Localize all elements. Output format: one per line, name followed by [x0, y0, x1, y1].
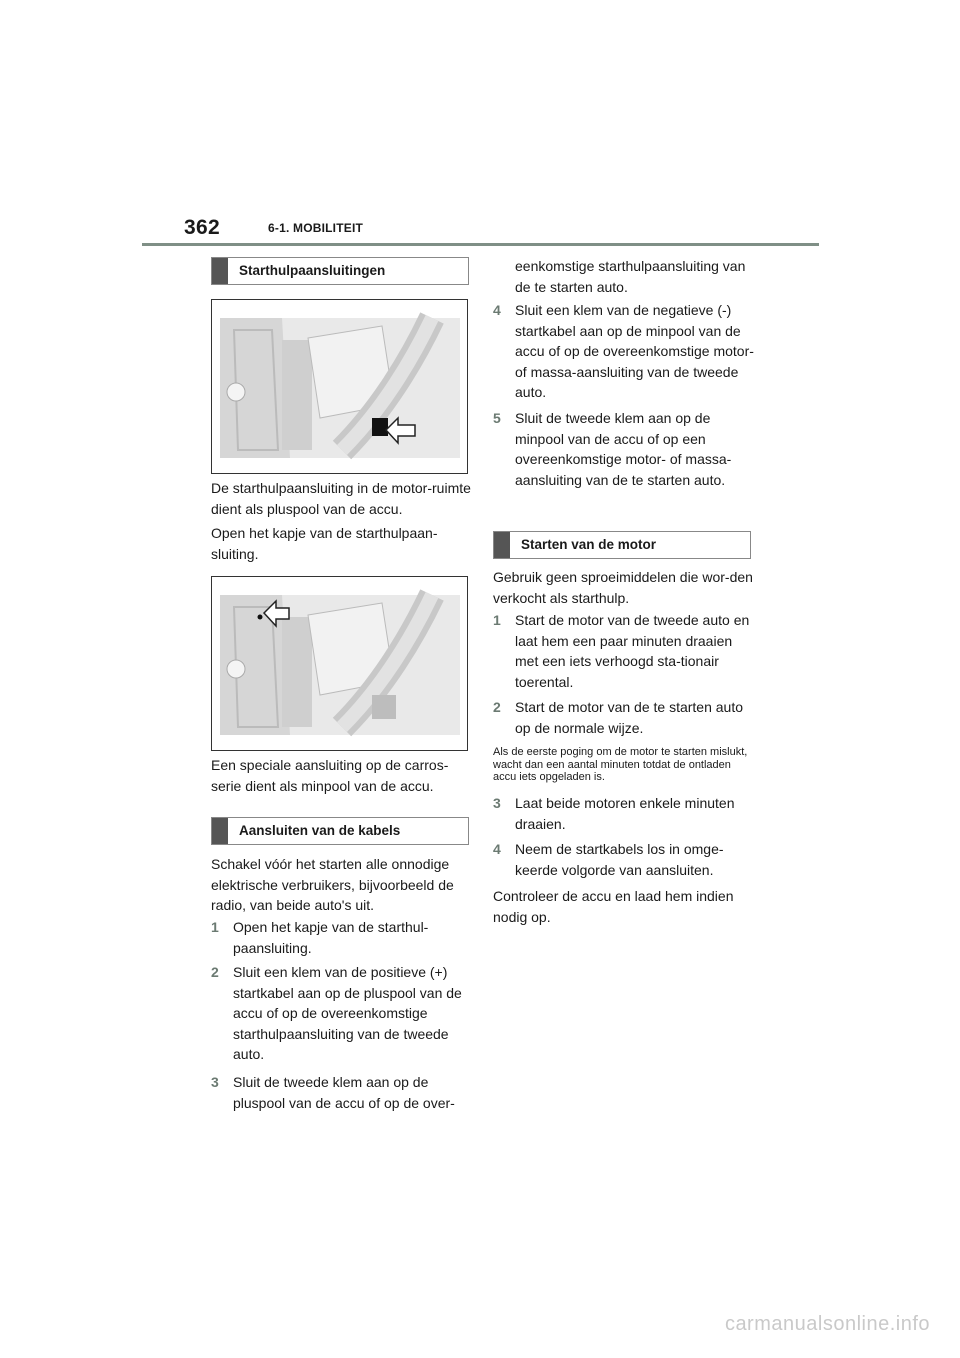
step-number: 5 — [493, 410, 501, 426]
step-3 — [211, 1072, 473, 1113]
paragraph-plus-pole: De starthulpaansluiting in de motor-ruimte dient als pluspool van de accu. — [211, 480, 471, 517]
heading-aansluiten-kabels — [211, 817, 469, 845]
step-text: Laat beide motoren enkele minuten draaien. — [515, 795, 735, 832]
step-number: 2 — [211, 964, 219, 980]
step-text: Open het kapje van de starthul-paansluiting. — [233, 919, 429, 956]
step-5 — [493, 408, 755, 490]
step-4 — [493, 300, 755, 403]
step-text: Neem de startkabels los in omge-keerde volgorde van aansluiten. — [515, 841, 724, 878]
heading-starten-motor — [493, 531, 751, 559]
step-text: Sluit een klem van de negatieve (-) startkabel aan op de minpool van de accu of op de overeenkomstige motor- of massa-aansluiting van de tweede auto. — [515, 302, 754, 400]
step-number: 1 — [211, 919, 219, 935]
step-1 — [211, 917, 473, 958]
heading-marker — [212, 818, 228, 844]
step-number: 3 — [493, 795, 501, 811]
step-text: Sluit de tweede klem aan op de pluspool van de accu of op de over- — [233, 1074, 455, 1111]
step-number: 4 — [493, 841, 501, 857]
heading-marker — [212, 258, 228, 284]
paragraph-minus-pole: Een speciale aansluiting op de carros-serie dient als minpool van de accu. — [211, 757, 449, 794]
heading-marker — [494, 532, 510, 558]
heading-starthulpaansluitingen — [211, 257, 469, 285]
heading-text: Starten van de motor — [521, 537, 657, 552]
step-start-3 — [493, 793, 755, 834]
step-text: Sluit de tweede klem aan op de minpool van de accu of op een overeenkomstige motor- of massa-aansluiting van de te starten auto. — [515, 410, 732, 488]
page-number: 362 — [184, 216, 220, 239]
step-start-4 — [493, 839, 755, 880]
paragraph-continuation: eenkomstige starthulpaansluiting van de te starten auto. — [515, 258, 746, 295]
note-retry: Als de eerste poging om de motor te starten mislukt, wacht dan een aantal minuten totdat de ontladen accu iets opgeladen is. — [493, 746, 748, 783]
step-2 — [211, 962, 473, 1065]
paragraph-no-spray: Gebruik geen sproeimiddelen die wor-den verkocht als starthulp. — [493, 569, 753, 606]
watermark: carmanualsonline.info — [724, 1313, 930, 1335]
step-text: Sluit een klem van de positieve (+) startkabel aan op de pluspool van de accu of op de overeenkomstige starthulpaansluiting van de tweede auto. — [233, 964, 462, 1062]
step-start-2 — [493, 697, 755, 738]
paragraph-check-battery: Controleer de accu en laad hem indien nodig op. — [493, 888, 734, 925]
step-number: 1 — [493, 612, 501, 628]
step-number: 2 — [493, 699, 501, 715]
paragraph-switch-off: Schakel vóór het starten alle onnodige elektrische verbruikers, bijvoorbeeld de radio, van beide auto's uit. — [211, 856, 454, 913]
engine-bay-figure-positive — [211, 299, 468, 474]
heading-text: Starthulpaansluitingen — [239, 263, 386, 278]
step-number: 4 — [493, 302, 501, 318]
step-text: Start de motor van de te starten auto op de normale wijze. — [515, 699, 744, 736]
header-rule — [142, 243, 819, 246]
step-text: Start de motor van de tweede auto en laat hem een paar minuten draaien met een iets verhoogd sta-tionair toerental. — [515, 612, 750, 690]
heading-text: Aansluiten van de kabels — [239, 823, 401, 838]
step-start-1 — [493, 610, 755, 692]
section-title: 6-1. MOBILITEIT — [268, 221, 364, 235]
step-number: 3 — [211, 1074, 219, 1090]
engine-bay-figure-negative — [211, 576, 468, 751]
paragraph-open-cap: Open het kapje van de starthulpaan-sluiting. — [211, 525, 438, 562]
